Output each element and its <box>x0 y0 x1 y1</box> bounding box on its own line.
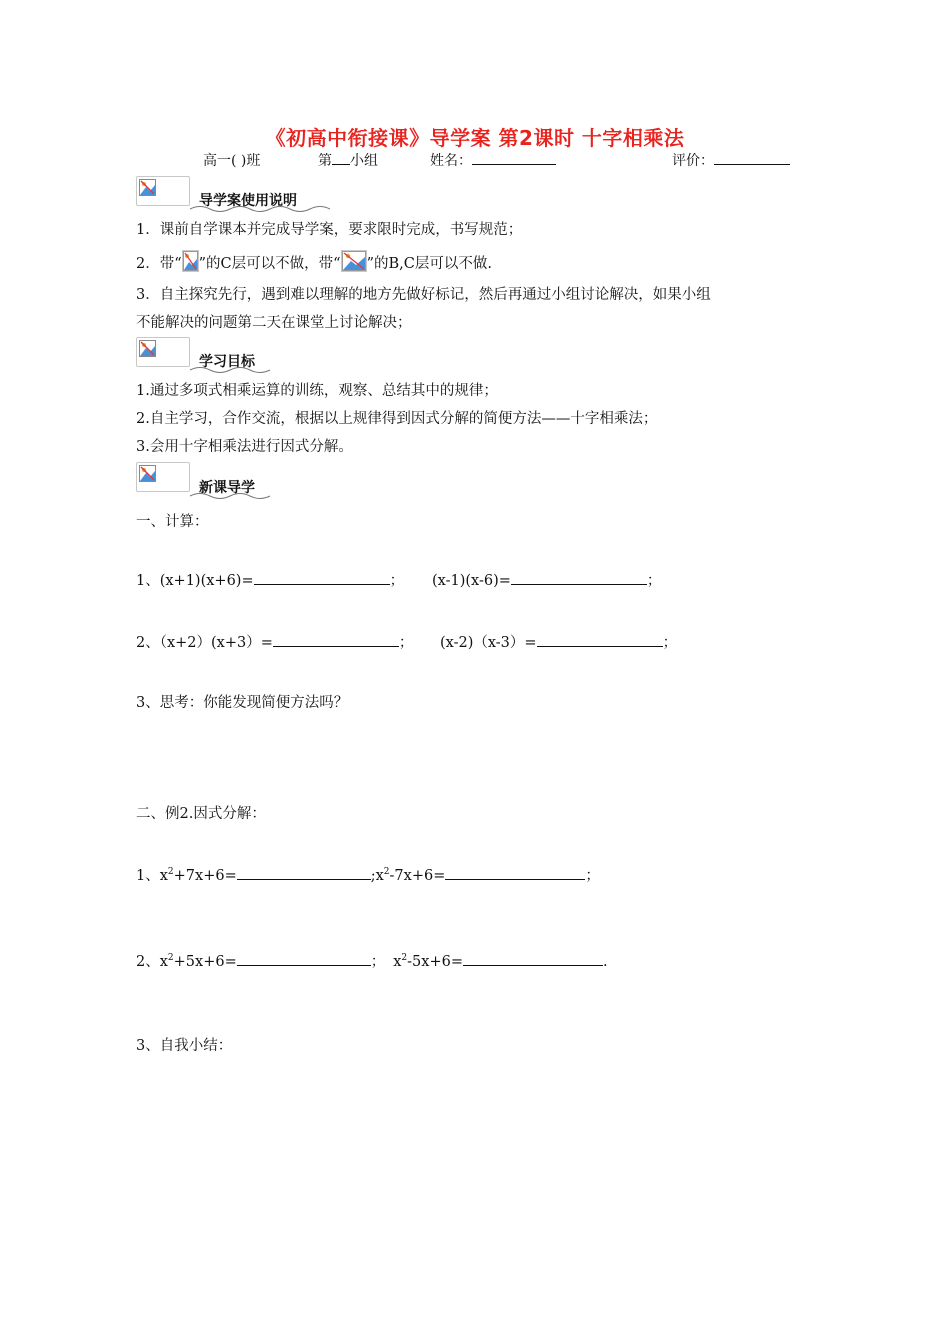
answer-blank[interactable] <box>511 570 647 585</box>
answer-blank[interactable] <box>537 632 663 647</box>
group-suffix: 小组 <box>350 153 378 169</box>
class-label: 高一( )班 <box>203 153 261 169</box>
answer-blank[interactable] <box>237 865 371 880</box>
part2-q2: 2、$x^2+5x+6=$ ； $x^2-5x+6=$ . <box>136 953 608 970</box>
part2-heading: 二、例2.因式分解： <box>136 806 266 822</box>
group-prefix: 第 <box>318 153 332 169</box>
answer-blank[interactable] <box>237 951 371 966</box>
broken-image-icon <box>139 179 156 196</box>
heading-underline <box>188 364 278 376</box>
part1-q2b: (x-2)（x-3）= ； <box>440 631 677 652</box>
part1-q3: 3、思考：你能发现简便方法吗？ <box>136 695 349 711</box>
section-heading-instructions: 导学案使用说明 <box>199 193 297 209</box>
section-heading-new-lesson: 新课导学 <box>199 480 255 496</box>
goal-item-1: 1.通过多项式相乘运算的训练，观察、总结其中的规律； <box>136 383 498 399</box>
grade-blank[interactable] <box>714 150 790 165</box>
part2-q1: 1、$x^2+7x+6=$ $;x^2-7x+6=$ ； <box>136 867 600 884</box>
part1-q1: 1、(x+1)(x+6)= ； <box>136 569 404 590</box>
heading-underline <box>188 203 338 215</box>
part1-q2: 2、（x+2）(x+3）= ； <box>136 631 413 652</box>
heading-underline <box>188 490 278 502</box>
part2-q3: 3、自我小结： <box>136 1038 233 1054</box>
answer-blank[interactable] <box>254 570 390 585</box>
instruction-item-1: 1．课前自学课本并完成导学案，要求限时完成，书写规范； <box>136 222 523 238</box>
answer-blank[interactable] <box>273 632 399 647</box>
goal-item-3: 3.会用十字相乘法进行因式分解。 <box>136 439 353 455</box>
name-label: 姓名： <box>430 153 472 169</box>
section-image-icon <box>136 337 190 367</box>
group-field <box>318 150 378 170</box>
page-title: 《初高中衔接课》导学案 第2课时 十字相乘法 <box>265 126 685 150</box>
section-image-icon <box>136 176 190 206</box>
goal-item-2: 2.自主学习，合作交流，根据以上规律得到因式分解的简便方法——十字相乘法； <box>136 411 658 427</box>
instruction-item-2: 2．带“ ”的C层可以不做，带“ ”的B,C层可以不做. <box>136 250 492 273</box>
instruction-item-3-line-2: 不能解决的问题第二天在课堂上讨论解决； <box>136 315 412 331</box>
instruction-item-3-line-1: 3．自主探究先行，遇到难以理解的地方先做好标记，然后再通过小组讨论解决，如果小组 <box>136 287 711 303</box>
broken-image-icon <box>139 340 156 357</box>
group-blank[interactable] <box>332 150 350 165</box>
name-field <box>430 150 556 170</box>
broken-image-icon <box>139 465 156 482</box>
section-image-icon <box>136 462 190 492</box>
single-star-icon <box>182 250 199 272</box>
answer-blank[interactable] <box>445 865 585 880</box>
name-blank[interactable] <box>472 150 556 165</box>
part1-heading: 一、计算： <box>136 514 209 530</box>
answer-blank[interactable] <box>463 951 603 966</box>
double-star-icon <box>341 250 367 272</box>
part1-q1b: (x-1)(x-6)= ； <box>432 569 661 590</box>
grade-label: 评价： <box>672 153 714 169</box>
section-heading-goals: 学习目标 <box>199 354 255 370</box>
grade-field <box>672 150 790 170</box>
